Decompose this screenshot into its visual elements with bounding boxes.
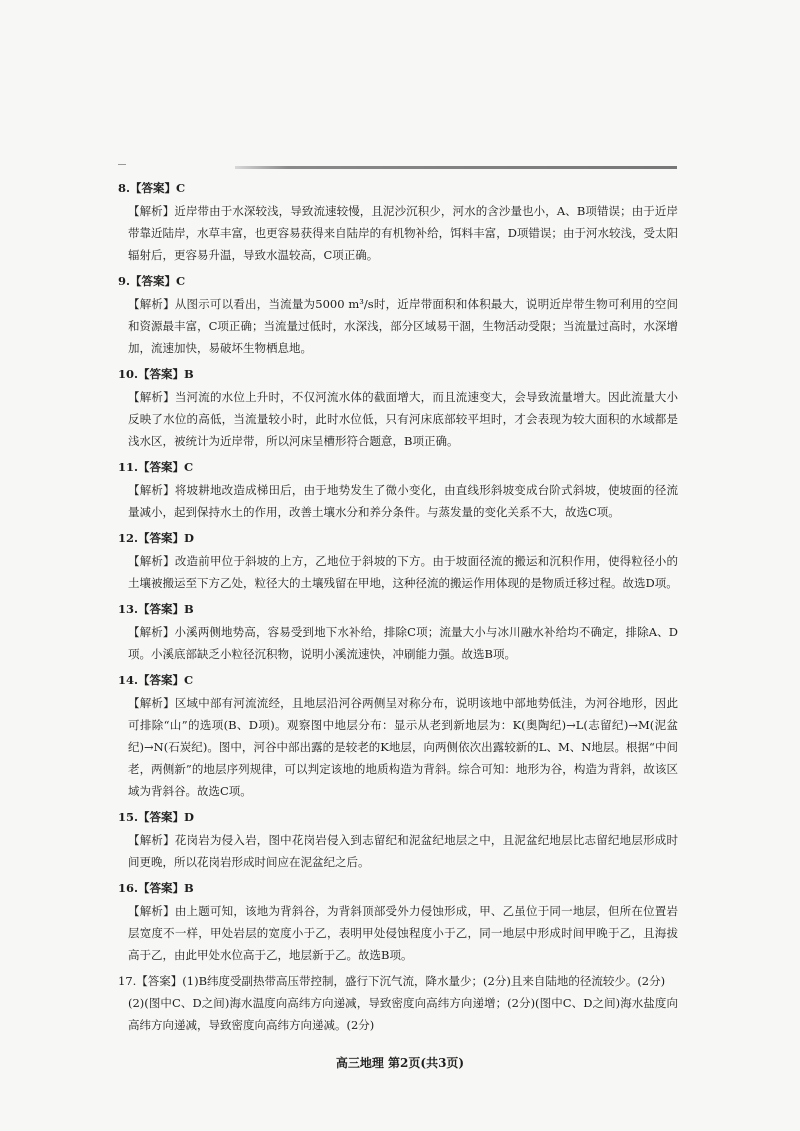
answer-line: 13.【答案】B — [118, 602, 194, 616]
answer-line: 15.【答案】D — [118, 810, 194, 824]
analysis-text: 【解析】近岸带由于水深较浅，导致流速较慢，且泥沙沉积少，河水的含沙量也小，A、B项错误；由于近岸带靠近陆岸，水草丰富，也更容易获得来自陆岸的有机物补给，饵料丰富，D项错误；由于河水较浅，受太阳辐射后，更容易升温，导致水温较高，C项正确。 — [128, 204, 678, 262]
answer-line: 17.【答案】(1)B纬度受副热带高压带控制，盛行下沉气流，降水量少；(2分)且来自陆地的径流较少。(2分) — [118, 974, 666, 988]
answer-line: 10.【答案】B — [118, 367, 194, 381]
question-14 — [118, 669, 678, 802]
header-rule — [235, 166, 677, 169]
answer-content — [118, 177, 678, 1040]
page-footer: 高三地理 第2页(共3页) — [335, 1056, 465, 1070]
question-11 — [118, 456, 678, 523]
answer-line: 8.【答案】C — [118, 181, 186, 195]
analysis-text: 【解析】将坡耕地改造成梯田后，由于地势发生了微小变化，由直线形斜坡变成台阶式斜坡，使坡面的径流量减小，起到保持水土的作用，改善土壤水分和养分条件。与蒸发量的变化关系不大，故选C项。 — [128, 483, 678, 519]
answer-line: 11.【答案】C — [118, 460, 194, 474]
question-10 — [118, 363, 678, 452]
question-15 — [118, 806, 678, 873]
analysis-text: 【解析】区域中部有河流流经，且地层沿河谷两侧呈对称分布，说明该地中部地势低洼，为河谷地形，因此可排除“山”的选项(B、D项)。观察图中地层分布：显示从老到新地层为：K(奥陶纪)→L(志留纪)→M(泥盆纪)→N(石炭纪)。图中，河谷中部出露的是较老的K地层，向两侧依次出露较新的L、M、N地层。根据“中间老，两侧新”的地层序列规律，可以判定该地的地质构造为背斜。综合可知：地形为谷，构造为背斜，故该区域为背斜谷。故选C项。 — [128, 696, 678, 798]
question-16 — [118, 877, 678, 966]
answer-line: 16.【答案】B — [118, 881, 194, 895]
answer-line: 12.【答案】D — [118, 531, 194, 545]
answer-line: 14.【答案】C — [118, 673, 194, 687]
analysis-text: 【解析】小溪两侧地势高，容易受到地下水补给，排除C项；流量大小与冰川融水补给均不确定，排除A、D项。小溪底部缺乏小粒径沉积物，说明小溪流速快，冲刷能力强。故选B项。 — [128, 625, 678, 661]
analysis-text: (2)(图中C、D之间)海水温度向高纬方向递减，导致密度向高纬方向递增；(2分)(图中C、D之间)海水盐度向高纬方向递减，导致密度向高纬方向递减。(2分) — [128, 996, 678, 1032]
analysis-text: 【解析】改造前甲位于斜坡的上方，乙地位于斜坡的下方。由于坡面径流的搬运和沉积作用，使得粒径小的土壤被搬运至下方乙处，粒径大的土壤残留在甲地，这种径流的搬运作用体现的是物质迁移过程。故选D项。 — [128, 554, 678, 590]
answer-line: 9.【答案】C — [118, 274, 186, 288]
question-17 — [118, 970, 678, 1036]
question-12 — [118, 527, 678, 594]
analysis-text: 【解析】从图示可以看出，当流量为5000 m³/s时，近岸带面积和体积最大，说明近岸带生物可利用的空间和资源最丰富，C项正确；当流量过低时，水深浅，部分区域易干涸，生物活动受限；当流量过高时，水深增加，流速加快，易破坏生物栖息地。 — [128, 297, 678, 355]
question-8 — [118, 177, 678, 266]
analysis-text: 【解析】当河流的水位上升时，不仅河流水体的截面增大，而且流速变大，会导致流量增大。因此流量大小反映了水位的高低，当流量较小时，此时水位低，只有河床底部较平坦时，才会表现为较大面积的水域都是浅水区，被统计为近岸带，所以河床呈槽形符合题意，B项正确。 — [128, 390, 678, 448]
analysis-text: 【解析】花岗岩为侵入岩，图中花岗岩侵入到志留纪和泥盆纪地层之中，且泥盆纪地层比志留纪地层形成时间更晚，所以花岗岩形成时间应在泥盆纪之后。 — [128, 833, 678, 869]
header-tick-mark — [118, 164, 126, 165]
question-13 — [118, 598, 678, 665]
question-9 — [118, 270, 678, 359]
analysis-text: 【解析】由上题可知，该地为背斜谷，为背斜顶部受外力侵蚀形成，甲、乙虽位于同一地层，但所在位置岩层宽度不一样，甲处岩层的宽度小于乙，表明甲处侵蚀程度小于乙，同一地层中形成时间甲晚于乙，且海拔高于乙，由此甲处水位高于乙，地层新于乙。故选B项。 — [128, 904, 678, 962]
